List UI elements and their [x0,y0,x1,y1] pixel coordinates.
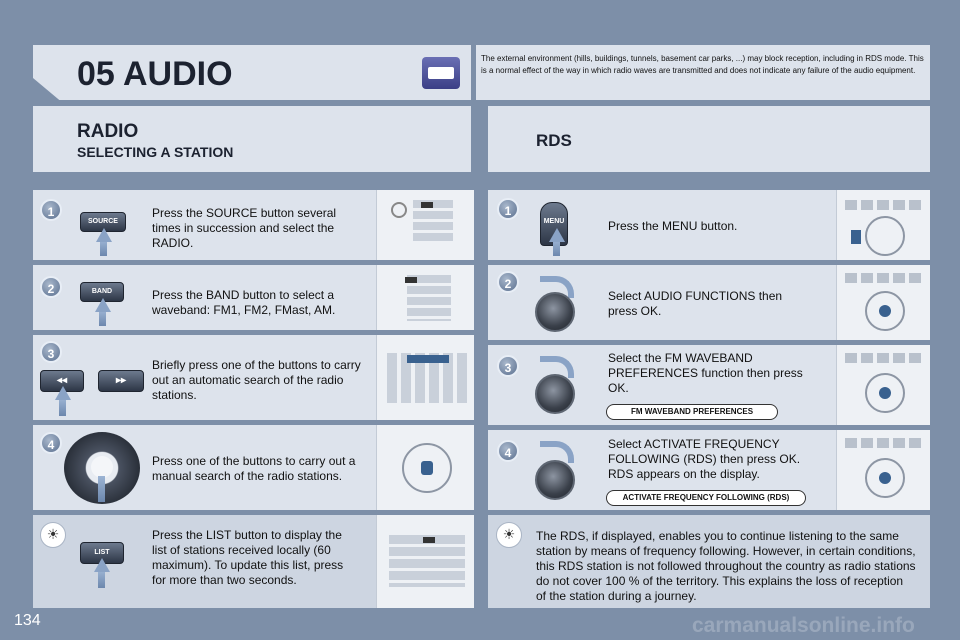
radio-panel-thumbnail [376,335,474,420]
arrow-stem [59,398,66,416]
step-text: Press the SOURCE button several times in succession and select the RADIO. [152,206,337,250]
chapter-title: 05 AUDIO [77,55,233,93]
step-number: 1 [40,199,62,221]
menu-button[interactable]: MENU [540,202,568,246]
arrow-stem [98,570,105,588]
lightbulb-icon: ☀ [40,522,66,548]
arrow-stem [98,476,105,502]
step-text: Select AUDIO FUNCTIONS then press OK. [608,289,783,318]
fm-waveband-preferences-label: FM WAVEBAND PREFERENCES [606,404,778,420]
list-button[interactable]: LIST [80,542,124,564]
radio-panel-thumbnail [376,190,474,260]
rds-panel-thumbnail [836,345,930,425]
arrow-up-icon [94,558,110,572]
rds-title: RDS [536,131,572,150]
arrow-stem [553,240,560,256]
radio-panel-thumbnail [376,515,474,608]
lightbulb-icon: ☀ [496,522,522,548]
band-button[interactable]: BAND [80,282,124,302]
arrow-up-icon [549,228,565,242]
radio-title: RADIO [77,121,139,142]
activate-frequency-following-label: ACTIVATE FREQUENCY FOLLOWING (RDS) [606,490,806,506]
arrow-stem [99,310,106,326]
step-number: 4 [40,432,62,454]
radio-panel-thumbnail [376,425,474,510]
arrow-up-icon [96,228,112,242]
tip-text: Press the LIST button to display the list of stations received locally (60 maximum). To update this list, press for more than two seconds. [152,528,344,587]
page-number: 134 [14,612,41,629]
step-text: Press the MENU button. [608,219,738,233]
source-button[interactable]: SOURCE [80,212,126,232]
rotary-knob-icon[interactable] [535,460,575,500]
rotary-knob-icon[interactable] [535,292,575,332]
step-text: Select the FM WAVEBAND PREFERENCES function then press OK. [608,351,803,395]
reception-info-text: The external environment (hills, buildings, tunnels, basement car parks, ...) may block reception, including in RDS mode. This is a normal effect of the way in which radio waves are transmitted and does not indicate any failure of the audio equipment. [481,54,924,75]
arrow-up-icon [55,386,71,400]
step-text: Press the BAND button to select a waveband: FM1, FM2, FMast, AM. [152,288,336,317]
tip-text: The RDS, if displayed, enables you to continue listening to the same station by means of frequency following. However, in certain conditions, this RDS station is not followed throughout the country as radio stations do not cover 100 % of the territory. This explains the loss of reception of the station during a journey. [536,529,916,603]
arrow-stem [100,240,107,256]
watermark: carmanualsonline.info [692,614,915,637]
arrow-up-icon [95,298,111,312]
rds-panel-thumbnail [836,430,930,510]
step-number: 2 [40,276,62,298]
rds-panel-thumbnail [836,190,930,260]
step-number: 1 [497,198,519,220]
step-number: 2 [497,271,519,293]
step-text: Press one of the buttons to carry out a manual search of the radio stations. [152,454,356,483]
seek-back-button[interactable]: ◂◂ [40,370,84,392]
rds-panel-thumbnail [836,265,930,340]
step-number: 3 [497,355,519,377]
step-text: Briefly press one of the buttons to carry out an automatic search of the radio stations. [152,358,361,402]
radio-panel-thumbnail [376,265,474,330]
seek-forward-button[interactable]: ▸▸ [98,370,144,392]
step-text: Select ACTIVATE FREQUENCY FOLLOWING (RDS) then press OK. RDS appears on the display. [608,437,801,481]
step-number: 3 [40,341,62,363]
rotary-knob-icon[interactable] [535,374,575,414]
selecting-station-subtitle: SELECTING A STATION [77,144,234,160]
step-number: 4 [497,440,519,462]
audio-cd-icon [422,57,460,89]
